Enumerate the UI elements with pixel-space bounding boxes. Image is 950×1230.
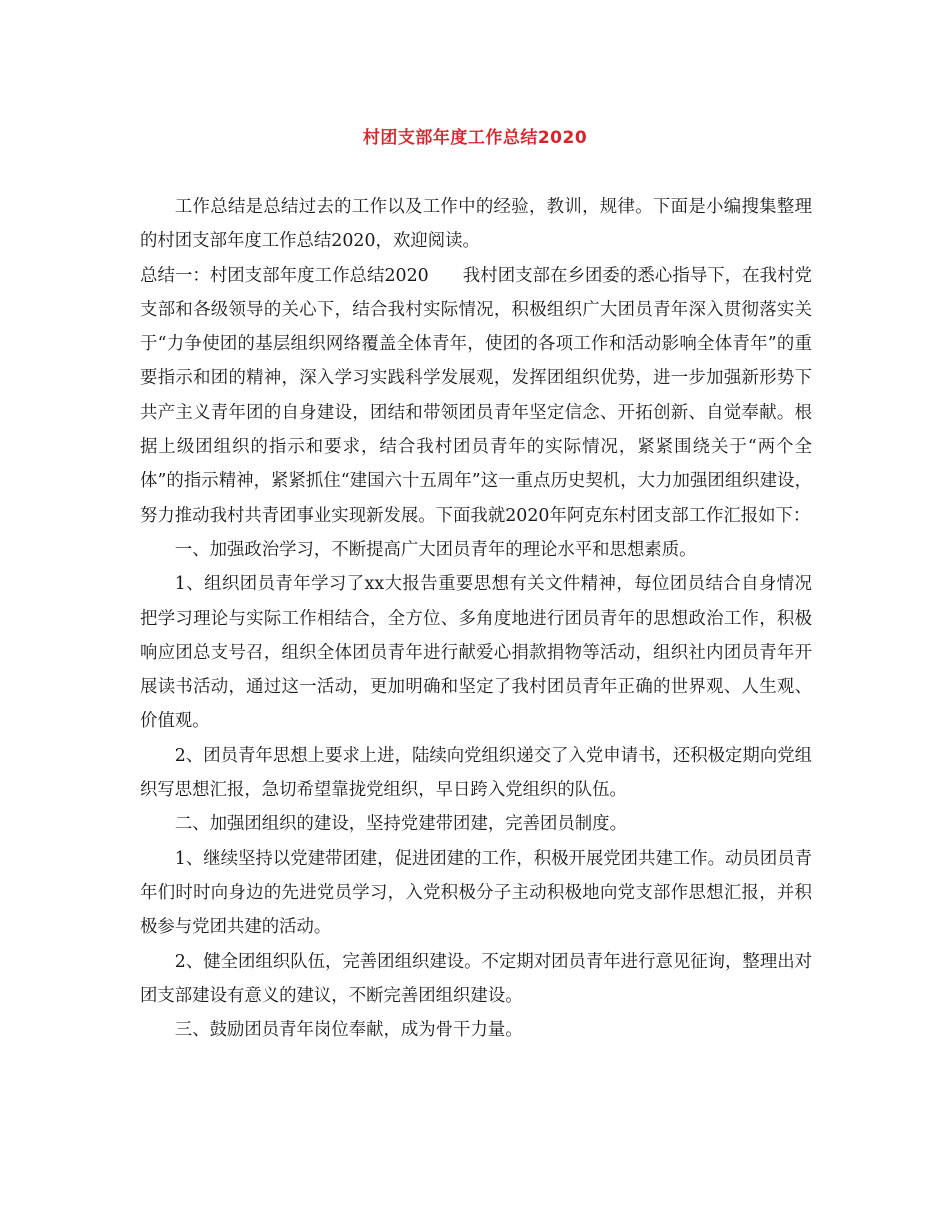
body-paragraph: 1、继续坚持以党建带团建，促进团建的工作，积极开展党团共建工作。动员团员青年们时时向身边的先进党员学习，入党积极分子主动积极地向党支部作思想汇报，并积极参与党团共建的活动。 <box>140 848 812 938</box>
body-paragraph: 1、组织团员青年学习了xx大报告重要思想有关文件精神，每位团员结合自身情况把学习理论与实际工作相结合，全方位、多角度地进行团员青年的思想政治工作，积极响应团总支号召，组织全体团员青年进行献爱心捐款捐物等活动，组织社内团员青年开展读书活动，通过这一活动，更加明确和坚定了我村团员青年正确的世界观、人生观、价值观。 <box>140 574 812 732</box>
summary-heading: 总结一：村团支部年度工作总结2020 <box>140 265 429 286</box>
section-heading-1: 一、加强政治学习，不断提高广大团员青年的理论水平和思想素质。 <box>174 539 697 560</box>
intro-paragraph: 工作总结是总结过去的工作以及工作中的经验，教训，规律。下面是小编搜集整理的村团支部年度工作总结2020，欢迎阅读。 <box>140 197 812 252</box>
document-title: 村团支部年度工作总结2020 <box>362 128 588 148</box>
summary-paragraph <box>140 259 812 533</box>
section-heading-2: 二、加强团组织的建设，坚持党建带团建，完善团员制度。 <box>174 814 627 835</box>
summary-body: 我村团支部在乡团委的悉心指导下，在我村党支部和各级领导的关心下，结合我村实际情况，积极组织广大团员青年深入贯彻落实关于“力争使团的基层组织网络覆盖全体青年，使团的各项工作和活动影响全体青年”的重要指示和团的精神，深入学习实践科学发展观，发挥团组织优势，进一步加强新形势下共产主义青年团的自身建设，团结和带领团员青年坚定信念、开拓创新、自觉奉献。根据上级团组织的指示和要求，结合我村团员青年的实际情况，紧紧围绕关于“两个全体”的指示精神，紧紧抓住“建国六十五周年”这一重点历史契机，大力加强团组织建设，努力推动我村共青团事业实现新发展。下面我就2020年阿克东村团支部工作汇报如下： <box>140 265 812 526</box>
document-body <box>140 190 812 1047</box>
body-paragraph: 2、团员青年思想上要求上进，陆续向党组织递交了入党申请书，还积极定期向党组织写思想汇报，急切希望靠拢党组织，早日跨入党组织的队伍。 <box>140 745 812 801</box>
section-heading-3: 三、鼓励团员青年岗位奉献，成为骨干力量。 <box>174 1020 523 1041</box>
body-paragraph: 2、健全团组织队伍，完善团组织建设。不定期对团员青年进行意见征询，整理出对团支部建设有意义的建议，不断完善团组织建设。 <box>140 951 812 1006</box>
